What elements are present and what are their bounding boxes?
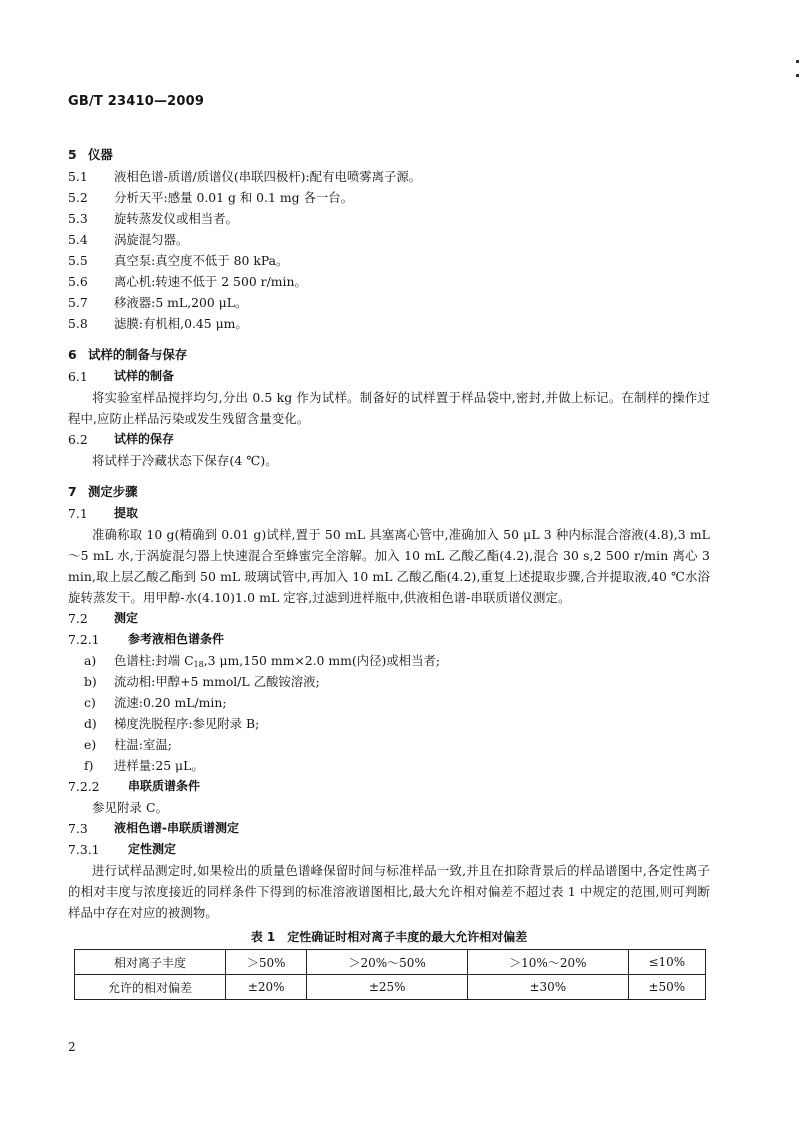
- paragraph: 将试样于冷藏状态下保存(4 ℃)。: [92, 453, 278, 468]
- item-number: 5.1: [68, 169, 88, 184]
- subsection-number: 7.2.2: [68, 779, 100, 794]
- item-text: 流速:0.20 mL/min;: [114, 695, 227, 710]
- item-number: 5.4: [68, 232, 88, 247]
- item-text: 梯度洗脱程序:参见附录 B;: [114, 716, 260, 731]
- list-item: [68, 187, 710, 208]
- scan-edge-mark: [796, 60, 799, 80]
- table-cell: 相对离子丰度: [75, 950, 226, 975]
- subsection-number: 7.2.1: [68, 632, 100, 647]
- item-label: e): [84, 737, 97, 752]
- list-item: [68, 271, 710, 292]
- item-number: 5.3: [68, 211, 88, 226]
- paragraph: 进行试样品测定时,如果检出的质量色谱峰保留时间与标准样品一致,并且在扣除背景后的样品谱图中,各定性离子的相对丰度与浓度接近的同样条件下得到的标准溶液谱图相比,最大允许相对偏差不超过表 1 中规定的范围,则可判断样品中存在对应的被测物。: [68, 863, 710, 920]
- subsection-title: 试样的制备: [114, 369, 175, 383]
- subsection-7-3-1-heading: [68, 839, 710, 860]
- item-text: 涡旋混匀器。: [114, 232, 189, 247]
- item-number: 5.6: [68, 274, 88, 289]
- section-title: 测定步骤: [88, 484, 138, 499]
- document-body: [68, 144, 710, 1000]
- subsection-7-2-heading: [68, 608, 710, 629]
- subsection-number: 6.1: [68, 369, 88, 384]
- item-text: 分析天平:感量 0.01 g 和 0.1 mg 各一台。: [114, 190, 354, 205]
- subsection-title: 测定: [114, 611, 139, 625]
- item-text: 真空泵:真空度不低于 80 kPa。: [114, 253, 289, 268]
- section-title: 仪器: [88, 147, 113, 162]
- list-item: [68, 166, 710, 187]
- paragraph: 准确称取 10 g(精确到 0.01 g)试样,置于 50 mL 具塞离心管中,准确加入 50 μL 3 种内标混合溶液(4.8),3 mL～5 mL 水,于涡旋混匀器上快速混合至蜂蜜完全溶解。加入 10 mL 乙酸乙酯(4.2),混合 30 s,2 500 r/min 离心 3 min,取上层乙酸乙酯到 50 mL 玻璃试管中,再加入 10 mL 乙酸乙酯(4.2),重复上述提取步骤,合并提取液,40 ℃水浴旋转蒸发干。用甲醇-水(4.10)1.0 mL 定容,过滤到进样瓶中,供液相色谱-串联质谱仪测定。: [68, 527, 710, 605]
- item-text: 离心机:转速不低于 2 500 r/min。: [114, 274, 307, 289]
- table-cell: ±30%: [468, 975, 629, 1000]
- item-number: 5.5: [68, 253, 88, 268]
- subsection-title: 串联质谱条件: [128, 779, 201, 793]
- condition-item: [68, 650, 710, 671]
- table-cell: ±25%: [307, 975, 468, 1000]
- table-cell: 允许的相对偏差: [75, 975, 226, 1000]
- table-cell: ±50%: [628, 975, 705, 1000]
- condition-item: [68, 734, 710, 755]
- subsection-number: 7.3.1: [68, 842, 100, 857]
- item-text: 移液器:5 mL,200 μL。: [114, 295, 248, 310]
- condition-item: [68, 755, 710, 776]
- standard-code-header: GB/T 23410—2009: [68, 94, 205, 109]
- section-6-heading: [68, 344, 710, 366]
- paragraph: 参见附录 C。: [92, 800, 169, 815]
- table-cell: ＞50%: [226, 950, 307, 975]
- subsection-number: 6.2: [68, 432, 88, 447]
- list-item: [68, 313, 710, 334]
- item-text: 柱温:室温;: [114, 737, 172, 752]
- table-header-row: [75, 950, 706, 975]
- subsection-6-1-heading: [68, 366, 710, 387]
- subsection-6-2-heading: [68, 429, 710, 450]
- section-title: 试样的制备与保存: [88, 347, 188, 362]
- subsection-title: 液相色谱-串联质谱测定: [114, 821, 239, 835]
- section-number: 5: [68, 147, 77, 162]
- paragraph: 将实验室样品搅拌均匀,分出 0.5 kg 作为试样。制备好的试样置于样品袋中,密封,并做上标记。在制样的操作过程中,应防止样品污染或发生残留含量变化。: [68, 390, 710, 426]
- item-text: 液相色谱-质谱/质谱仪(串联四极杆):配有电喷雾离子源。: [114, 169, 422, 184]
- subsection-7-2-1-heading: [68, 629, 710, 650]
- condition-item: [68, 692, 710, 713]
- table-cell: ≤10%: [628, 950, 705, 975]
- list-item: [68, 229, 710, 250]
- table-row: [75, 975, 706, 1000]
- subsection-number: 7.2: [68, 611, 88, 626]
- item-label: b): [84, 674, 97, 689]
- item-text: 旋转蒸发仪或相当者。: [114, 211, 238, 226]
- section-number: 7: [68, 484, 77, 499]
- item-number: 5.7: [68, 295, 88, 310]
- list-item: [68, 208, 710, 229]
- subsection-title: 提取: [114, 506, 139, 520]
- subsection-title: 试样的保存: [114, 432, 175, 446]
- item-text: 滤膜:有机相,0.45 μm。: [114, 316, 248, 331]
- subsection-title: 定性测定: [128, 842, 177, 856]
- item-number: 5.2: [68, 190, 88, 205]
- subsection-7-3-heading: [68, 818, 710, 839]
- section-5-heading: [68, 144, 710, 166]
- subsection-7-2-2-heading: [68, 776, 710, 797]
- table-cell: ＞20%～50%: [307, 950, 468, 975]
- item-label: a): [84, 653, 97, 668]
- item-text: 进样量:25 μL。: [114, 758, 204, 773]
- list-item: [68, 250, 710, 271]
- subsection-title: 参考液相色谱条件: [128, 632, 225, 646]
- item-text: 流动相:甲醇+5 mmol/L 乙酸铵溶液;: [114, 674, 320, 689]
- item-number: 5.8: [68, 316, 88, 331]
- table-cell: ＞10%～20%: [468, 950, 629, 975]
- section-7-heading: [68, 481, 710, 503]
- table-caption: 表 1 定性确证时相对离子丰度的最大允许相对偏差: [250, 930, 528, 944]
- subsection-number: 7.3: [68, 821, 88, 836]
- subsection-7-1-heading: [68, 503, 710, 524]
- condition-item: [68, 713, 710, 734]
- section-number: 6: [68, 347, 77, 362]
- page-number: 2: [68, 1040, 76, 1054]
- condition-item: [68, 671, 710, 692]
- item-label: c): [84, 695, 96, 710]
- item-label: f): [84, 758, 94, 773]
- item-text: 色谱柱:封端 $C_{18},3$ μm,150 mm×2.0 mm(内径)或相当者;: [114, 653, 441, 669]
- list-item: [68, 292, 710, 313]
- item-label: d): [84, 716, 97, 731]
- subsection-number: 7.1: [68, 506, 88, 521]
- tolerance-table: [74, 949, 706, 1000]
- table-cell: ±20%: [226, 975, 307, 1000]
